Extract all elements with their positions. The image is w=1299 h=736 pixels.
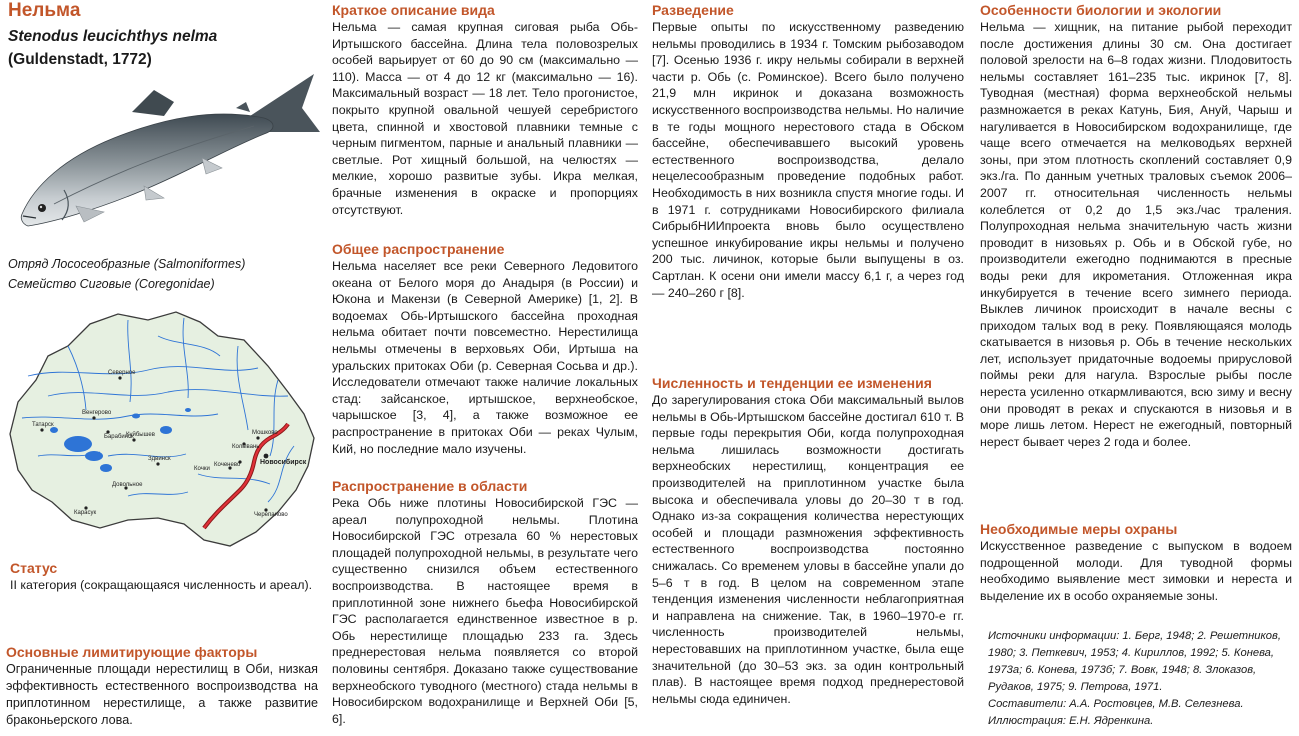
description-section	[332, 2, 638, 218]
abundance-title: Численность и тенденции ее изменения	[652, 375, 932, 391]
description-text: Нельма — самая крупная сиговая рыба Обь-Иртышского бассейна. Длина тела половозрелых особей варьирует от 60 до 90 см (максимально — 110). Масса — от 4 до 12 кг (максимально — 16). Максимальный возраст — 18 лет. Тело прогонистое, покрыто крупной овальной чешуей серебристого цвета, спинной и хвостовой плавники темные с черным пигментом, парные и анальный плавники — светлые. Рот хищный большой, на челюстях — мелкие, хорошо развитые зубы. Икра мелкая, брачные изменения в окраске и пропорциях отсутствуют.	[332, 20, 638, 217]
limiting-text: Ограниченные площади нерестилищ в Оби, низкая эффективность естественного воспроизводства на приплотинном нерестилище, а также развитие браконьерского лова.	[6, 662, 318, 727]
species-name: Нельма	[8, 0, 81, 21]
regional-text: Река Обь ниже плотины Новосибирской ГЭС — ареал полупроходной нельмы. Плотина Новосибирской ГЭС отрезала 60 % нерестовых площадей полупроходной нельмы, в результате чего существенно снизился объем естественного воспроизводства. В настоящее время в приплотинной зоне нижнего бьефа Новосибирской ГЭС располагается единственное известное в р. Обь нерестилище площадью 233 га. Здесь преднерестовая нельма появляется со второй половины сентября. Доказано также существование верхнеобского туводного (местного) стада нельмы в Новосибирском водохранилище и Верхней Оби [5, 6].	[332, 496, 638, 726]
abundance-section	[652, 375, 964, 707]
map-label-kuibyshev: Куйбышев	[126, 432, 155, 438]
limiting-section	[6, 644, 318, 729]
map-label-karasuk: Карасук	[74, 510, 97, 516]
breeding-section	[652, 2, 964, 301]
status-text: II категория (сокращающаяся численность и ареал).	[10, 578, 313, 592]
abundance-text: До зарегулирования стока Оби максимальный вылов нельмы в Обь-Иртышском бассейне достигал 610 т. В первые годы перекрытия Оби, когда полупроходная нельма лишилась возможности достигать верхнеобских нерестилищ, концентрация ее производителей на приплотинном участке была высока и обеспечивала уловы до 20–30 т в год. Однако из-за сокращения количества нерестующих особей и площади размножения эффективность естественного воспроизводства постоянно снижалась. Со временем уловы в бассейне упали до 5–6 т в год. В целом на современном этапе тенденция изменения численности неблагоприятная и направлена на снижение. Так, в 1960–1970-е гг. численность производителей нельмы, нерестовавших на приплотинном участке, была еще значительной (до 30–53 экз. за один контрольный плав). В настоящее время подход преднерестовой нельмы сюда единичен.	[652, 393, 964, 706]
biology-section	[980, 2, 1292, 450]
map-label-kochenevo: Коченево	[214, 462, 241, 468]
distribution-text: Нельма населяет все реки Северного Ледовитого океана от Белого моря до Анадыря (в России) и Юкона и Макензи (в Северной Америке) [1, 2]. В водоемах Обь-Иртышского бассейна проходная нельма обитает почти повсеместно. Нерестилища нельмы отмечены в верховьях Оби, Иртыша на уральских притоках Оби (р. Северная Сосьва и др.). Исследователи отмечают также наличие локальных стад: зайсанское, иртышское, верхнеобское, чарышское [3, 4], а также возможное ее распространение в притоках Оби — реках Чулым, Кий, но последние мало изучены.	[332, 259, 638, 456]
regional-section	[332, 478, 638, 727]
compilers-text: Составители: А.А. Ростовцев, М.В. Селезнева.	[988, 697, 1244, 710]
status-section	[10, 560, 316, 594]
illustration-credit: Иллюстрация: Е.Н. Ядренкина.	[988, 714, 1154, 727]
column-1	[8, 0, 318, 736]
map-label-tatarsk: Татарск	[32, 422, 54, 428]
status-title: Статус	[10, 560, 58, 576]
species-latin-name: Stenodus leucichthys nelma	[8, 28, 218, 45]
map-label-severnoe: Северное	[108, 370, 136, 376]
map-label-kolyvan: Колывань	[232, 444, 260, 450]
sources-block	[988, 628, 1288, 729]
map-label-kochki: Кочки	[194, 466, 210, 472]
distribution-section	[332, 241, 638, 457]
protection-text: Искусственное разведение с выпуском в водоем подрощенной молоди. Для туводной формы необходимо выявление мест зимовки и нереста и выделение их в особо охраняемые зоны.	[980, 539, 1292, 603]
map-label-zdvinsk: Здвинск	[148, 456, 171, 462]
map-label-dovolnoe: Довольное	[112, 482, 143, 488]
species-author: (Guldenstadt, 1772)	[8, 51, 152, 68]
sources-text: Источники информации: 1. Берг, 1948; 2. Решетников, 1980; 3. Петкевич, 1953; 4. Кириллов, 1992; 5. Конева, 1973а; 6. Конева, 1973б; 7. Вовк, 1948; 8. Злоказов, Рудаков, 1975; 9. Петрова, 1971.	[988, 630, 1281, 693]
fish-illustration	[14, 46, 326, 232]
distribution-map	[8, 306, 326, 552]
biology-text: Нельма — хищник, на питание рыбой переходит после достижения длины 30 см. Она достигает половой зрелости на 6–8 годах жизни. Плодовитость нельмы составляет 161–235 тыс. икринок [7, 8]. Туводная (местная) форма верхнеобской нельмы размножается в реках Катунь, Бия, Ануй, Чарыш и нагуливается в Новосибирском водохранилище, где чаще всего отмечается на мелководьях верхней зоны, при этом плотность скоплений составляет 0,9 экз./га. По данным учетных траловых съемок 2006–2007 гг. относительная численность нельмы колеблется от 0,2 до 1,5 экз./час траления. Полупроходная нельма значительную часть жизни проводит в низовьях р. Обь и в Обской губе, но производители ежегодно поднимаются в пресные воды реки для икрометания. Отложенная икра инкубируется в течение всего зимнего периода. Выклев личинок происходит в начале весны с приходом талых вод в реку. Появляющаяся молодь скатывается в низовья р. Обь в течение нескольких лет, использует придаточные водоемы прирусловой поймы реки для нагула. Взрослые рыбы после нереста усиленно откармливаются, всю зиму и весну они проводят в реках и спускаются в низовья и в море лишь летом. Нерест не ежегодный, повторный нерест бывает через 2 года и более.	[980, 20, 1292, 449]
regional-title: Распространение в области	[332, 478, 528, 494]
map-label-vengerovo: Венгерово	[82, 410, 112, 416]
protection-title: Необходимые меры охраны	[980, 521, 1178, 537]
limiting-title: Основные лимитирующие факторы	[6, 644, 258, 660]
description-title: Краткое описание вида	[332, 2, 495, 18]
breeding-title: Разведение	[652, 2, 734, 18]
map-label-novosibirsk: Новосибирск	[260, 459, 307, 466]
biology-title: Особенности биологии и экологии	[980, 2, 1222, 18]
order-label: Отряд Лососеобразные (Salmoniformes)	[8, 257, 246, 271]
breeding-text: Первые опыты по искусственному разведению нельмы проводились в 1934 г. Томским рыбозаводом [7]. Осенью 1936 г. икру нельмы собирали в верхней части р. Обь (с. Роминское). Всего было получено 21,9 млн икринок и доказана возможность искусственного воспроизводства нельмы. Но наличие в те годы мощного нерестового стада в Обском бассейне, обеспечивавшего высокий уровень естественного воспроизводства, делало нецелесообразным проведение подобных работ. Необходимость в них возникла спустя многие годы. И в 1971 г. сотрудниками Новосибирского филиала СибрыбНИИпроекта вновь было осуществлено успешное инкубирование икры нельмы и получено 200 тыс. личинок, которые были выпущены в оз. Сартлан. К осени они имели массу 6,1 г, а через год — 240–260 г [8].	[652, 20, 964, 300]
map-label-moshkovo: Мошково	[252, 430, 278, 436]
distribution-title: Общее распространение	[332, 241, 505, 257]
map-label-barabinsk: Барабинск	[104, 434, 134, 440]
family-label: Семейство Сиговые (Coregonidae)	[8, 277, 215, 291]
protection-section	[980, 521, 1292, 604]
map-label-cherepanovo: Черепаново	[254, 512, 288, 518]
